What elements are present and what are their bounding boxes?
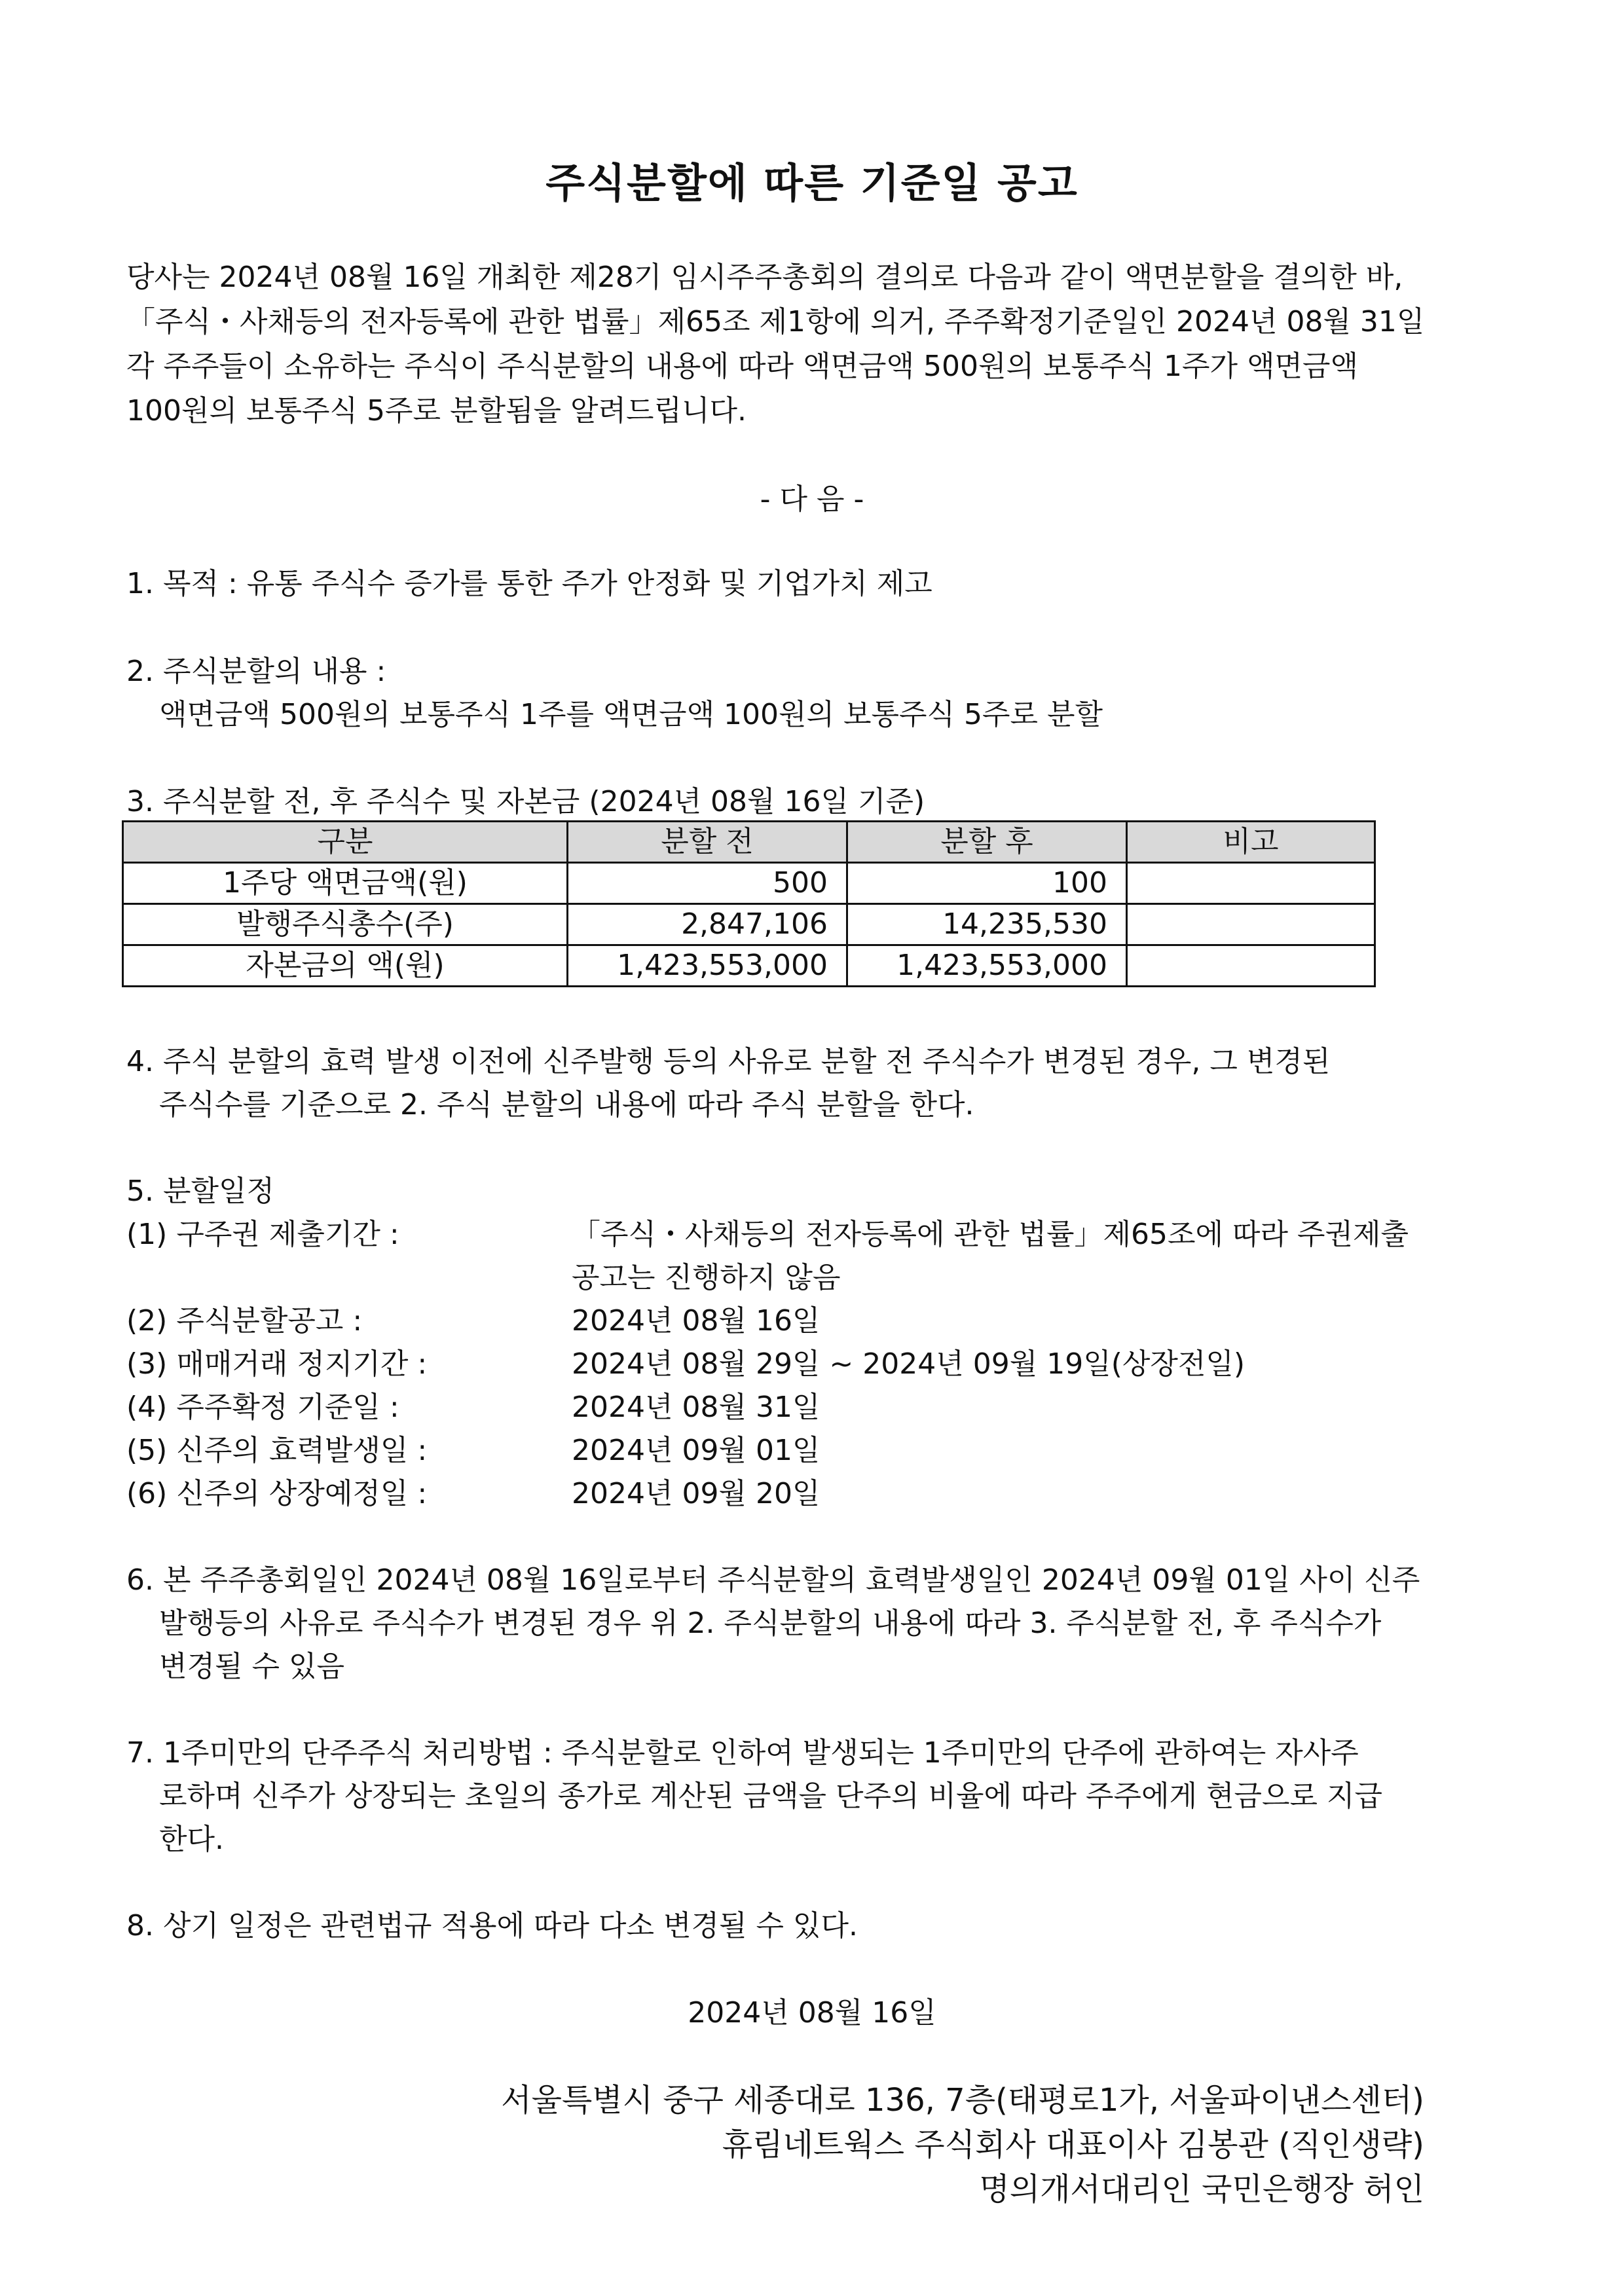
item-6-line-3: 변경될 수 있음 [159,1650,344,1683]
intro-line-2: 「주식・사채등의 전자등록에 관한 법률」제65조 제1항에 의거, 주주확정기준일인 2024년 08월 31일 [126,305,1425,338]
schedule-label: (3) 매매거래 정지기간 : [126,1347,428,1381]
notice-date: 2024년 08월 16일 [688,1996,936,2030]
item-7-line-2: 로하며 신주가 상장되는 초일의 종가로 계산된 금액을 단주의 비율에 따라 주주에게 현금으로 지급 [159,1779,1382,1813]
dagum-heading: - 다 음 - [760,483,864,516]
table-row [123,904,1375,945]
row-before: 2,847,106 [568,904,847,945]
item-1-purpose: 1. 목적 : 유통 주식수 증가를 통한 주가 안정화 및 기업가치 제고 [126,567,932,600]
item-4-line-2: 주식수를 기준으로 2. 주식 분할의 내용에 따라 주식 분할을 한다. [159,1088,974,1121]
item-7-line-1: 7. 1주미만의 단주주식 처리방법 : 주식분할로 인하여 발생되는 1주미만의 단주에 관하여는 자사주 [126,1736,1359,1770]
header-after: 분할 후 [847,822,1127,863]
schedule-label: (4) 주주확정 기준일 : [126,1391,399,1424]
table-header-row [123,822,1375,863]
item-4-line-1: 4. 주식 분할의 효력 발생 이전에 신주발행 등의 사유로 분할 전 주식수가 변경된 경우, 그 변경된 [126,1045,1331,1078]
schedule-value: 2024년 09월 20일 [572,1477,821,1510]
schedule-value: 2024년 09월 01일 [572,1434,821,1467]
item-2-heading: 2. 주식분할의 내용 : [126,655,386,688]
row-note [1127,904,1375,945]
row-label: 1주당 액면금액(원) [123,863,568,904]
item-5-heading: 5. 분할일정 [126,1175,274,1208]
schedule-label: (2) 주식분할공고 : [126,1304,363,1338]
intro-line-3: 각 주주들이 소유하는 주식이 주식분할의 내용에 따라 액면금액 500원의 보통주식 1주가 액면금액 [126,350,1358,383]
header-before: 분할 전 [568,822,847,863]
item-6-line-2: 발행등의 사유로 주식수가 변경된 경우 위 2. 주식분할의 내용에 따라 3. 주식분할 전, 후 주식수가 [159,1607,1382,1640]
header-note: 비고 [1127,822,1375,863]
table-row [123,863,1375,904]
table-row [123,945,1375,987]
transfer-agent: 명의개서대리인 국민은행장 허인 [979,2171,1424,2208]
schedule-value: 「주식・사채등의 전자등록에 관한 법률」제65조에 따라 주권제출 [572,1218,1409,1251]
header-category: 구분 [123,822,568,863]
row-label: 발행주식총수(주) [123,904,568,945]
schedule-label: (6) 신주의 상장예정일 : [126,1477,428,1510]
schedule-value: 2024년 08월 31일 [572,1391,821,1424]
row-after: 1,423,553,000 [847,945,1127,987]
schedule-value: 2024년 08월 29일 ~ 2024년 09월 19일(상장전일) [572,1347,1246,1381]
schedule-value-cont: 공고는 진행하지 않음 [572,1261,841,1294]
row-label: 자본금의 액(원) [123,945,568,987]
item-2-detail: 액면금액 500원의 보통주식 1주를 액면금액 100원의 보통주식 5주로 분할 [159,698,1103,731]
item-8: 8. 상기 일정은 관련법규 적용에 따라 다소 변경될 수 있다. [126,1909,858,1942]
schedule-value: 2024년 08월 16일 [572,1304,821,1338]
row-before: 1,423,553,000 [568,945,847,987]
intro-line-4: 100원의 보통주식 5주로 분할됨을 알려드립니다. [126,394,747,428]
split-table [122,820,1376,987]
item-6-line-1: 6. 본 주주총회일인 2024년 08월 16일로부터 주식분할의 효력발생일인 2024년 09월 01일 사이 신주 [126,1563,1420,1597]
row-note [1127,945,1375,987]
row-after: 100 [847,863,1127,904]
row-note [1127,863,1375,904]
schedule-label: (5) 신주의 효력발생일 : [126,1434,428,1467]
company-address: 서울특별시 중구 세종대로 136, 7층(태평로1가, 서울파이낸스센터) [501,2082,1424,2119]
row-before: 500 [568,863,847,904]
row-after: 14,235,530 [847,904,1127,945]
schedule-label: (1) 구주권 제출기간 : [126,1218,399,1251]
document-title: 주식분할에 따른 기준일 공고 [545,159,1079,207]
company-representative: 휴림네트웍스 주식회사 대표이사 김봉관 (직인생략) [722,2126,1424,2163]
intro-paragraph [126,255,1508,433]
intro-line-1: 당사는 2024년 08월 16일 개최한 제28기 임시주주총회의 결의로 다음과 같이 액면분할을 결의한 바, [126,261,1403,294]
item-3-heading: 3. 주식분할 전, 후 주식수 및 자본금 (2024년 08월 16일 기준) [126,785,925,818]
item-7-line-3: 한다. [159,1823,224,1856]
